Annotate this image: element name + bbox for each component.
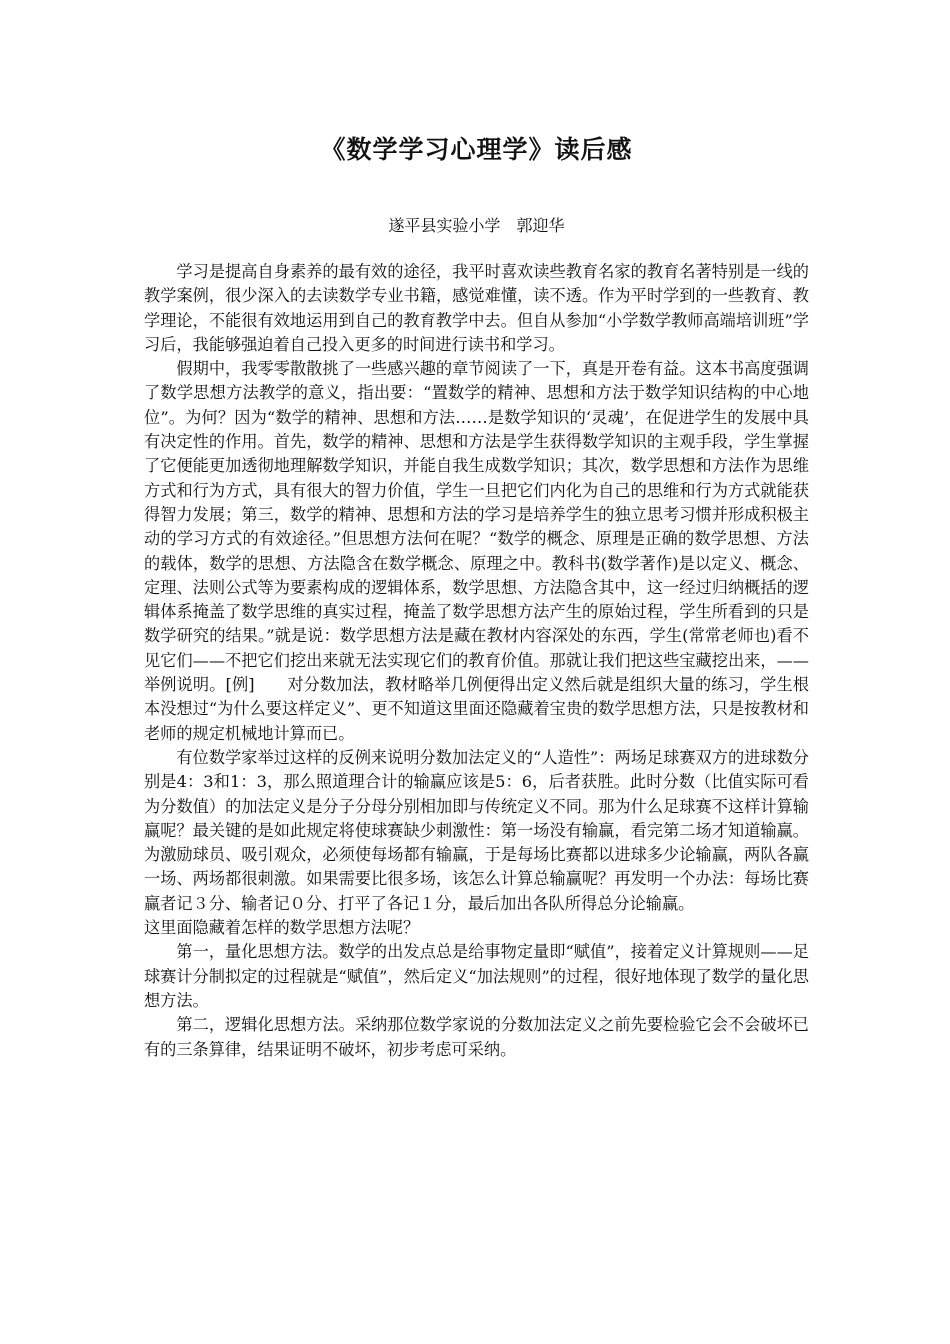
paragraph-2: 假期中，我零零散散挑了一些感兴趣的章节阅读了一下，真是开卷有益。这本书高度强调了数学思想方法教学的意义，指出要：“置数学的精神、思想和方法于数学知识结构的中心地位”。为何？因为“数学的精神、思想和方法……是数学知识的‘灵魂’，在促进学生的发展中具有决定性的作用。首先，数学的精神、思想和方法是学生获得数学知识的主观手段，学生掌握了它便能更加透彻地理解数学知识，并能自我生成数学知识；其次，数学思想和方法作为思维方式和行为方式，具有很大的智力价值，学生一旦把它们内化为自己的思维和行为方式就能获得智力发展；第三，数学的精神、思想和方法的学习是培养学生的独立思考习惯并形成积极主动的学习方式的有效途径。”但思想方法何在呢？“数学的概念、原理是正确的数学思想、方法的载体，数学的思想、方法隐含在数学概念、原理之中。教科书(数学著作)是以定义、概念、定理、法则公式等为要素构成的逻辑体系，数学思想、方法隐含其中，这一经过归纳概括的逻辑体系掩盖了数学思维的真实过程，掩盖了数学思想方法产生的原始过程，学生所看到的只是数学研究的结果。”就是说：数学思想方法是藏在教材内容深处的东西，学生(常常老师也)看不见它们——不把它们挖出来就无法实现它们的教育价值。那就让我们把这些宝藏挖出来，——举例说明。[例] 对分数加法，教材略举几例便得出定义然后就是组织大量的练习，学生根本没想过“为什么要这样定义”、更不知道这里面还隐藏着宝贵的数学思想方法，只是按教材和老师的规定机械地计算而已。 (144, 359, 809, 743)
paragraph-3: 有位数学家举过这样的反例来说明分数加法定义的“人造性”：两场足球赛双方的进球数分别是4：3和1：3，那么照道理合计的输赢应该是5：6，后者获胜。此时分数（比值实际可看为分数值）的加法定义是分子分母分别相加即与传统定义不同。那为什么足球赛不这样计算输赢呢？最关键的是如此规定将使球赛缺少刺激性：第一场没有输赢，看完第二场才知道输赢。为激励球员、吸引观众，必须使每场都有输赢，于是每场比赛都以进球多少论输赢，两队各赢一场、两场都很刺激。如果需要比很多场，该怎么计算总输赢呢？再发明一个办法：每场比赛赢者记３分、输者记０分、打平了各记１分，最后加出各队所得总分论输赢。 (144, 747, 809, 913)
document-page (144, 130, 809, 1062)
paragraph-4: 这里面隐藏着怎样的数学思想方法呢？ (144, 918, 420, 938)
paragraph-6: 第二，逻辑化思想方法。采纳那位数学家说的分数加法定义之前先要检验它会不会破坏已有的三条算律，结果证明不破坏，初步考虑可采纳。 (144, 1015, 809, 1059)
document-title: 《数学学习心理学》读后感 (320, 135, 633, 164)
author-line: 遂平县实验小学 郭迎华 (388, 216, 565, 235)
paragraph-5: 第一，量化思想方法。数学的出发点总是给事物定量即“赋值”，接着定义计算规则——足球赛计分制拟定的过程就是“赋值”，然后定义“加法规则”的过程，很好地体现了数学的量化思想方法。 (144, 942, 809, 1010)
paragraph-1: 学习是提高自身素养的最有效的途径，我平时喜欢读些教育名家的教育名著特别是一线的教学案例，很少深入的去读数学专业书籍，感觉难懂，读不透。作为平时学到的一些教育、教学理论，不能很有效地运用到自己的教育教学中去。但自从参加“小学数学教师高端培训班”学习后，我能够强迫着自己投入更多的时间进行读书和学习。 (144, 262, 809, 354)
